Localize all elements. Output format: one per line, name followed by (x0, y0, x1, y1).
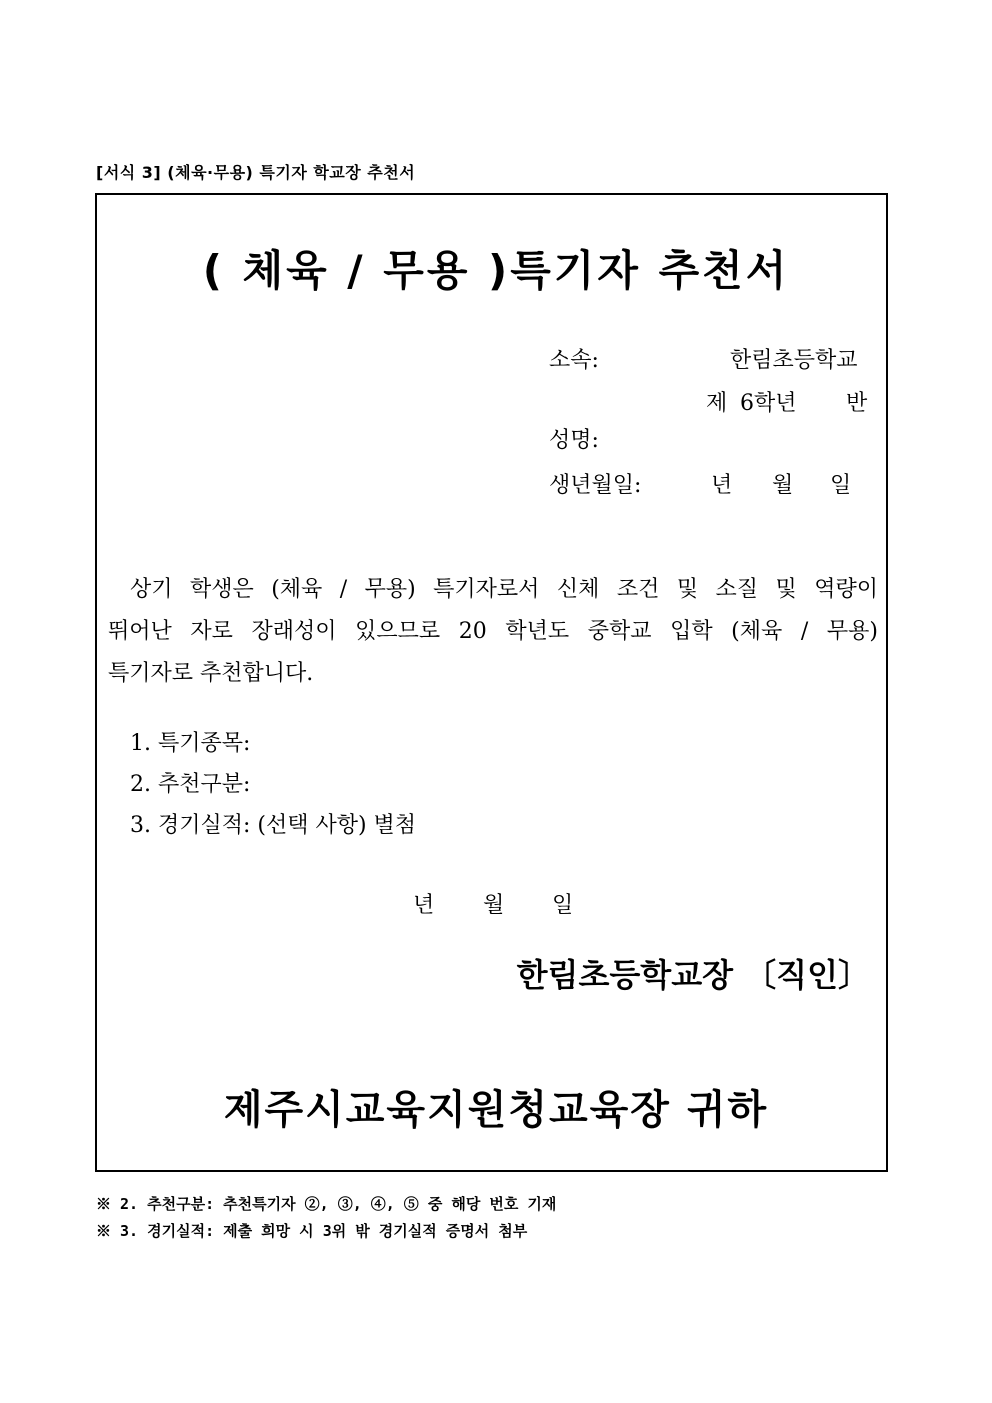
grade-prefix: 제 (706, 391, 728, 416)
grade-value: 6학년 (740, 391, 797, 416)
item-specialty: 1. 특기종목: (130, 731, 251, 756)
class-label: 반 (846, 391, 868, 416)
paragraph-line-2: 뛰어난 자로 장래성이 있으므로 20 학년도 중학교 입학 (체육 / 무용) (108, 619, 878, 644)
name-label: 성명: (549, 428, 599, 453)
date-month-label: 월 (483, 893, 505, 918)
document-title: ( 체육 / 무용 )특기자 추천서 (202, 246, 790, 295)
school-name: 한림초등학교 (730, 348, 858, 373)
item-category: 2. 추천구분: (130, 772, 251, 797)
principal-signature: 한림초등학교장 〔직인〕 (516, 956, 870, 994)
paragraph-line-3: 특기자로 추천합니다. (108, 661, 314, 686)
footnote-category: ※ 2. 추천구분: 추천특기자 ②, ③, ④, ⑤ 중 해당 번호 기재 (96, 1195, 557, 1213)
birth-day-label: 일 (830, 473, 852, 498)
birth-month-label: 월 (772, 473, 794, 498)
paragraph-line-1: 상기 학생은 (체육 / 무용) 특기자로서 신체 조건 및 소질 및 역량이 (130, 577, 878, 602)
footnote-record: ※ 3. 경기실적: 제출 희망 시 3위 밖 경기실적 증명서 첨부 (96, 1222, 528, 1240)
date-day-label: 일 (552, 893, 574, 918)
recommendation-paragraph (108, 569, 878, 695)
form-label: [서식 3] (체육·무용) 특기자 학교장 추천서 (96, 163, 416, 182)
affiliation-label: 소속: (549, 348, 599, 373)
birth-year-label: 년 (711, 473, 733, 498)
item-record: 3. 경기실적: (선택 사항) 별첨 (130, 813, 417, 838)
addressee: 제주시교육지원청교육장 귀하 (223, 1086, 769, 1133)
birth-label: 생년월일: (549, 473, 642, 498)
date-year-label: 년 (413, 893, 435, 918)
